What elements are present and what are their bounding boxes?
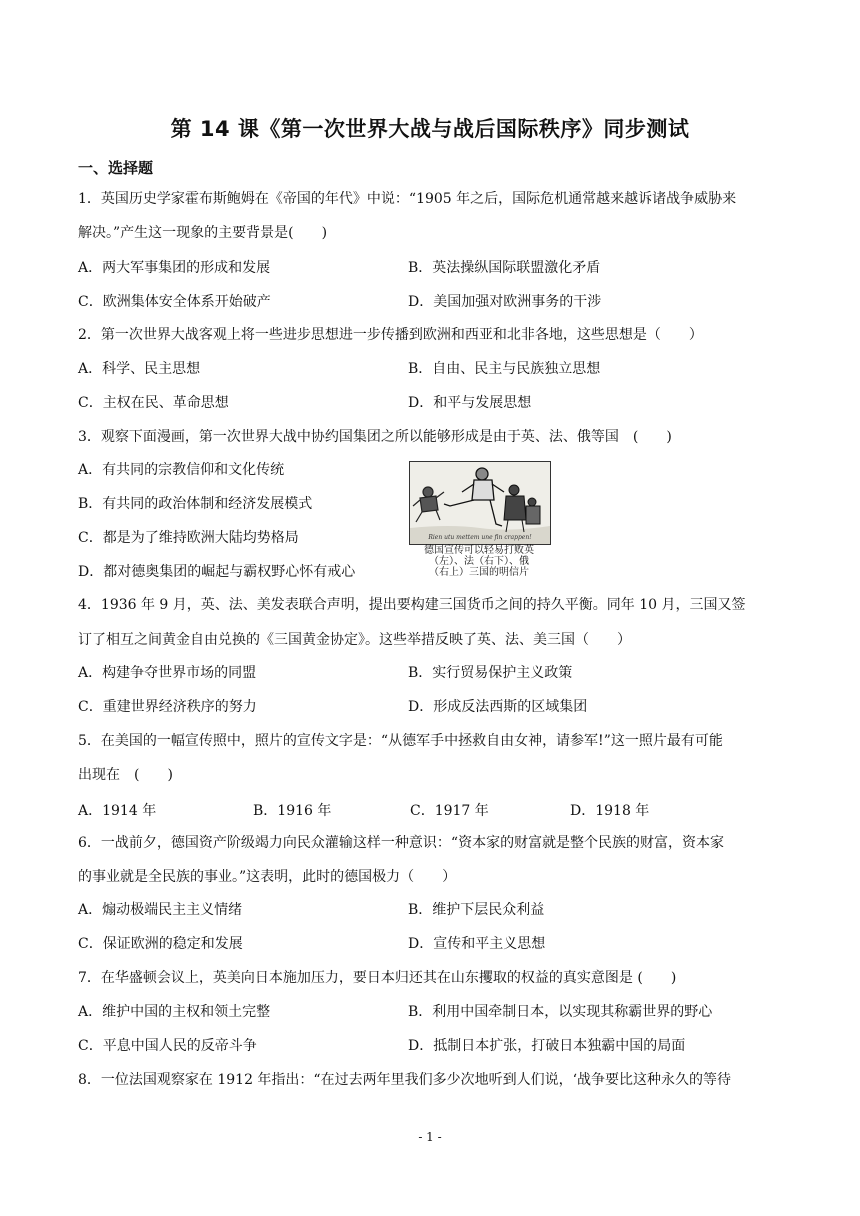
cartoon-drawing — [410, 462, 550, 544]
q3-cartoon — [409, 461, 549, 579]
cartoon-caption — [409, 545, 549, 578]
q7-option-c: C．平息中国人民的反帝斗争 — [78, 1038, 257, 1054]
q1-option-a: A．两大军事集团的形成和发展 — [78, 260, 271, 276]
cartoon-caption-line-1: 德国宣传可以轻易打败英 — [424, 545, 534, 556]
q2-option-d: D．和平与发展思想 — [408, 395, 532, 411]
q2-stem-line-1: 2．第一次世界大战客观上将一些进步思想进一步传播到欧洲和西亚和北非各地，这些思想是（ ） — [78, 327, 703, 343]
q6-stem-line-1: 6．一战前夕，德国资产阶级竭力向民众灌输这样一种意识：“资本家的财富就是整个民族的财富，资本家 — [78, 835, 725, 851]
q5-option-c: C．1917 年 — [410, 803, 489, 819]
cartoon-caption-line-2: （左）、法（右下）、俄 — [429, 556, 529, 567]
q3-option-b: B．有共同的政治体制和经济发展模式 — [78, 496, 313, 512]
q4-option-a: A．构建争夺世界市场的同盟 — [78, 665, 257, 681]
q7-option-d: D．抵制日本扩张，打破日本独霸中国的局面 — [408, 1038, 686, 1054]
q5-option-b: B．1916 年 — [253, 803, 332, 819]
q5-option-d: D．1918 年 — [570, 803, 650, 819]
q6-option-b: B．维护下层民众利益 — [408, 902, 545, 918]
q2-option-a: A．科学、民主思想 — [78, 361, 201, 377]
q4-option-d: D．形成反法西斯的区域集团 — [408, 699, 588, 715]
q7-option-b: B．利用中国牵制日本，以实现其称霸世界的野心 — [408, 1004, 713, 1020]
q6-option-c: C．保证欧洲的稳定和发展 — [78, 936, 243, 952]
q1-stem-line-2: 解决。”产生这一现象的主要背景是( ) — [78, 225, 328, 241]
q1-option-b: B．英法操纵国际联盟激化矛盾 — [408, 260, 601, 276]
cartoon-image — [409, 461, 551, 545]
q4-stem-line-2: 订了相互之间黄金自由兑换的《三国黄金协定》。这些举措反映了英、法、美三国（ ） — [78, 632, 631, 648]
q5-stem-line-1: 5．在美国的一幅宣传照中，照片的宣传文字是：“从德军手中拯救自由女神，请参军!”这一照片最有可能 — [78, 733, 723, 749]
q1-option-d: D．美国加强对欧洲事务的干涉 — [408, 294, 602, 310]
cartoon-caption-line-3: （右上）三国的明信片 — [429, 567, 529, 578]
q7-stem-line-1: 7．在华盛顿会议上，英美向日本施加压力，要日本归还其在山东攫取的权益的真实意图是 ( ) — [78, 970, 677, 986]
q4-option-c: C．重建世界经济秩序的努力 — [78, 699, 257, 715]
q1-option-c: C．欧洲集体安全体系开始破产 — [78, 294, 271, 310]
q6-option-d: D．宣传和平主义思想 — [408, 936, 546, 952]
cartoon-script-caption: Rien utu mettem une fin crappen! — [428, 534, 532, 541]
q5-option-a: A．1914 年 — [78, 803, 157, 819]
q3-option-c: C．都是为了维持欧洲大陆均势格局 — [78, 530, 299, 546]
q4-option-b: B．实行贸易保护主义政策 — [408, 665, 573, 681]
page-title: 第 14 课《第一次世界大战与战后国际秩序》同步测试 — [170, 117, 690, 141]
q8-stem-line-1: 8．一位法国观察家在 1912 年指出：“在过去两年里我们多少次地听到人们说，‘战争要比这种永久的等待 — [78, 1072, 732, 1088]
q2-option-b: B．自由、民主与民族独立思想 — [408, 361, 601, 377]
q7-option-a: A．维护中国的主权和领土完整 — [78, 1004, 271, 1020]
q4-stem-line-1: 4．1936 年 9 月，英、法、美发表联合声明，提出要构建三国货币之间的持久平衡。同年 10 月，三国又签 — [78, 597, 746, 613]
q2-option-c: C．主权在民、革命思想 — [78, 395, 229, 411]
section-heading: 一、选择题 — [78, 159, 154, 177]
page-number: - 1 - — [418, 1130, 442, 1144]
q3-option-a: A．有共同的宗教信仰和文化传统 — [78, 462, 285, 478]
q3-option-d: D．都对德奥集团的崛起与霸权野心怀有戒心 — [78, 564, 356, 580]
q6-stem-line-2: 的事业就是全民族的事业。”这表明，此时的德国极力（ ） — [78, 869, 457, 885]
q1-stem-line-1: 1．英国历史学家霍布斯鲍姆在《帝国的年代》中说：“1905 年之后，国际危机通常越来越诉诸战争威胁来 — [78, 191, 737, 207]
q5-stem-line-2: 出现在 ( ) — [78, 767, 173, 783]
q3-stem-line-1: 3．观察下面漫画，第一次世界大战中协约国集团之所以能够形成是由于英、法、俄等国 ( ) — [78, 429, 672, 445]
q6-option-a: A．煽动极端民主主义情绪 — [78, 902, 243, 918]
